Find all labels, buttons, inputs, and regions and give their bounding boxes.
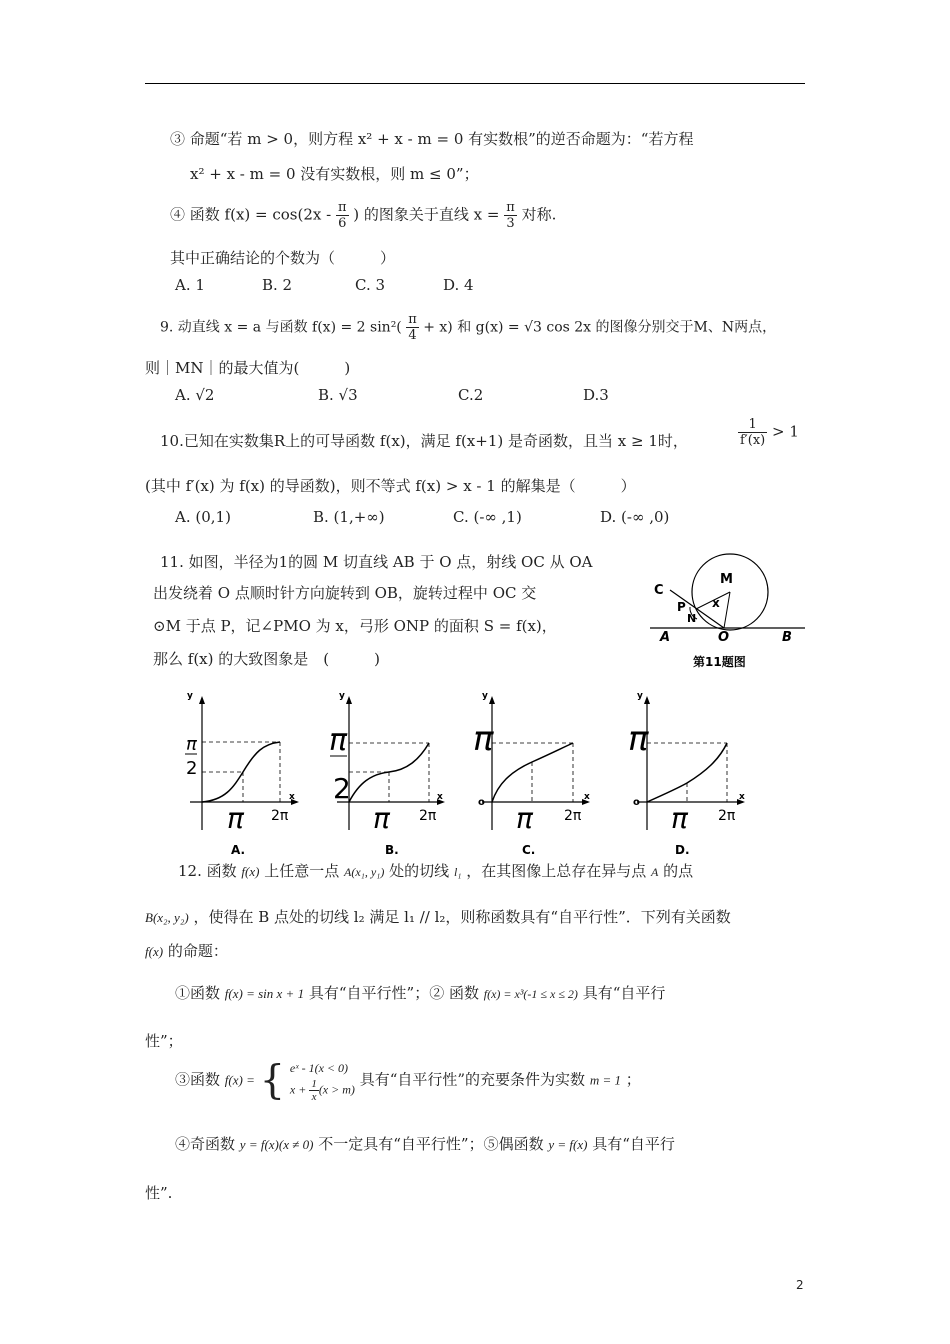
q12-i3-b: 具有“自平行性”的充要条件为实数 — [359, 1070, 586, 1089]
label-a: A — [660, 630, 671, 645]
q9-option-c: C.2 — [458, 386, 484, 404]
q12-i2-formula: f(x) = x³(-1 ≤ x ≤ 2) — [483, 987, 578, 1001]
graph-c-ytop: π — [473, 719, 494, 759]
q8-item4-post: 对称. — [521, 205, 557, 224]
graph-c-y-label: y — [482, 691, 488, 701]
q12-i3-m: m = 1 — [589, 1072, 621, 1088]
q10-frac: $\frac{1}{f'(x)}$ — [740, 417, 766, 448]
q8-option-d: D. 4 — [443, 276, 474, 294]
q10-option-d: D. (-∞ ,0) — [600, 508, 670, 526]
graph-d-origin: o — [633, 797, 640, 808]
graph-d-x-label: x — [739, 792, 745, 802]
graph-c-x-label: x — [584, 792, 590, 802]
q12-i3-c: ； — [625, 1070, 641, 1089]
q11-line2: 出发绕着 O 点顺时针方向旋转到 OB，旋转过程中 OC 交 — [153, 584, 537, 602]
q12-line1 — [178, 860, 693, 881]
q12-item1 — [175, 982, 665, 1003]
q12-i1-a: ①函数 — [175, 984, 221, 1002]
piece-2: x + $\frac{1}{x}$ (x > m) — [289, 1078, 355, 1103]
piecewise-cases — [290, 1058, 355, 1103]
q11-line1: 11. 如图，半径为1的圆 M 切直线 AB 于 O 点，射线 OC 从 OA — [160, 553, 593, 571]
q12-l1-point-a: A(x₁, y₁) — [344, 865, 385, 879]
label-x: x — [712, 596, 720, 610]
q12-i4-b: 不一定具有“自平行性”；⑤偶函数 — [318, 1135, 544, 1153]
q12-i1-formula: f(x) = sin x + 1 — [224, 986, 305, 1001]
q12-i2-b: 具有“自平行 — [582, 984, 666, 1002]
q9-frac: $\frac{\pi}{4}$ — [408, 312, 417, 343]
q12-l1-e: 的点 — [663, 862, 694, 880]
q10-line1: 10.已知在实数集R上的可导函数 f(x)，满足 f(x+1) 是奇函数，且当 x ≥ 1时， — [160, 432, 688, 450]
q11-line4: 那么 f(x) 的大致图象是 ( ) — [153, 650, 380, 668]
q12-i5-formula: y = f(x) — [548, 1137, 588, 1152]
q12-l1-a: 12. 函数 — [178, 862, 237, 880]
graph-d — [625, 688, 755, 858]
segment-mo — [724, 592, 730, 628]
q12-item2-cont: 性”； — [145, 1032, 183, 1050]
q12-l1-fx: f(x) — [241, 864, 260, 879]
graph-a-xmid: π — [227, 802, 244, 835]
q12-i3-f: f(x) = — [224, 1072, 255, 1088]
q11-figure — [640, 545, 805, 675]
q12-item5-cont: 性”. — [145, 1184, 173, 1202]
q8-item4-frac2: $\frac{\pi}{3}$ — [506, 200, 515, 231]
page-number: 2 — [796, 1278, 804, 1292]
graph-a-ytop-d: 2 — [186, 758, 198, 779]
graph-b-xend: 2π — [419, 808, 437, 824]
graph-d-xmid: π — [671, 802, 688, 835]
q10-line2: (其中 f′(x) 为 f(x) 的导函数)，则不等式 f(x) > x - 1 的解集是（ ） — [145, 477, 636, 495]
q12-i5-b: 具有“自平行 — [592, 1135, 675, 1153]
q12-l1-tangent: l₁ — [453, 865, 462, 879]
q9-line1-post: + x) 和 g(x) = √3 cos 2x 的图像分别交于M、N两点， — [423, 319, 777, 336]
graph-a-ytop-n: π — [186, 734, 197, 755]
piece-1: eˣ - 1(x < 0) — [289, 1061, 348, 1075]
q8-item3-line1: ③ 命题“若 m > 0，则方程 x² + x - m = 0 有实数根”的逆否命题为：“若方程 — [170, 130, 694, 148]
graph-a-x-label: x — [289, 792, 295, 802]
graph-b-x-label: x — [437, 792, 443, 802]
q12-i4-formula: y = f(x)(x ≠ 0) — [239, 1137, 314, 1152]
q10-frac-post: > 1 — [772, 422, 799, 441]
q9-line1 — [160, 312, 776, 343]
q12-l1-a-pt: A — [651, 865, 659, 879]
graph-a-y-label: y — [187, 691, 193, 701]
label-b: B — [782, 630, 792, 645]
q9-option-a: A. √2 — [175, 386, 215, 404]
q12-l3-rest: 的命题： — [167, 942, 228, 960]
figure-caption: 第11题图 — [693, 655, 746, 669]
label-o: O — [718, 630, 730, 645]
q8-item4-frac1: $\frac{\pi}{6}$ — [337, 200, 347, 231]
graph-b-letter: B. — [385, 843, 399, 857]
label-c: C — [654, 583, 664, 598]
q8-question: 其中正确结论的个数为（ ） — [170, 249, 396, 267]
q8-option-a: A. 1 — [175, 276, 205, 294]
q8-item4 — [170, 200, 556, 231]
q8-item3-line2: x² + x - m = 0 没有实数根，则 m ≤ 0”； — [190, 165, 479, 183]
q9-option-d: D.3 — [583, 386, 609, 404]
graph-d-ytop: π — [628, 719, 649, 759]
label-p: P — [677, 600, 686, 614]
graph-a-xend: 2π — [271, 808, 289, 824]
header-rule — [145, 83, 805, 84]
graph-c-origin: o — [478, 797, 485, 808]
q10-condition — [738, 417, 799, 448]
graph-c-letter: C. — [522, 843, 536, 857]
q11-line3: ⊙M 于点 P，记∠PMO 为 x，弓形 ONP 的面积 S = f(x)， — [153, 617, 557, 635]
graph-b-ytop-n: π — [329, 723, 348, 758]
q12-i1-b: 具有“自平行性”；② 函数 — [308, 984, 479, 1002]
q12-item4 — [175, 1133, 675, 1154]
label-m: M — [720, 572, 733, 587]
graph-b-y-label: y — [339, 691, 345, 701]
q12-l1-b: 上任意一点 — [264, 862, 340, 880]
q10-option-a: A. (0,1) — [175, 508, 231, 526]
q12-l2-point-b: B(x₂, y₂) — [145, 910, 189, 925]
graph-d-y-label: y — [637, 691, 643, 701]
q12-l3-fx: f(x) — [145, 944, 164, 959]
q12-line2 — [145, 906, 731, 927]
q9-option-b: B. √3 — [318, 386, 358, 404]
q9-line2: 则｜MN｜的最大值为( ) — [145, 359, 351, 377]
q8-option-b: B. 2 — [262, 276, 293, 294]
q12-line3 — [145, 940, 228, 961]
piecewise-brace: { — [259, 1057, 286, 1104]
q8-item4-pre: ④ 函数 f(x) = cos(2x - — [170, 205, 332, 224]
graph-d-letter: D. — [675, 843, 690, 857]
q12-item3 — [175, 1058, 641, 1103]
q12-l2-rest: ，使得在 B 点处的切线 l₂ 满足 l₁ // l₂，则称函数具有“自平行性”．下列有关函数 — [193, 908, 731, 926]
graph-b-xmid: π — [373, 802, 390, 835]
q10-option-b: B. (1,+∞) — [313, 508, 385, 526]
q12-i4-a: ④奇函数 — [175, 1135, 236, 1153]
q12-l1-d: ，在其图像上总存在异与点 — [466, 862, 647, 880]
q8-option-c: C. 3 — [355, 276, 386, 294]
graph-c-xmid: π — [516, 802, 533, 835]
q8-item4-mid: ) 的图象关于直线 x = — [353, 205, 500, 224]
q12-i3-a: ③函数 — [175, 1070, 221, 1089]
graph-b-ytop-d: 2 — [333, 772, 351, 805]
graph-c-xend: 2π — [564, 808, 582, 824]
q9-line1-pre: 9. 动直线 x = a 与函数 f(x) = 2 sin²( — [160, 319, 402, 336]
graph-d-xend: 2π — [718, 808, 736, 824]
q12-l1-c: 处的切线 — [389, 862, 450, 880]
graph-a — [175, 688, 305, 858]
q10-option-c: C. (-∞ ,1) — [453, 508, 522, 526]
graph-b — [325, 688, 455, 858]
graph-a-letter: A. — [231, 843, 246, 857]
label-n: N — [687, 612, 697, 625]
graph-c — [470, 688, 600, 858]
